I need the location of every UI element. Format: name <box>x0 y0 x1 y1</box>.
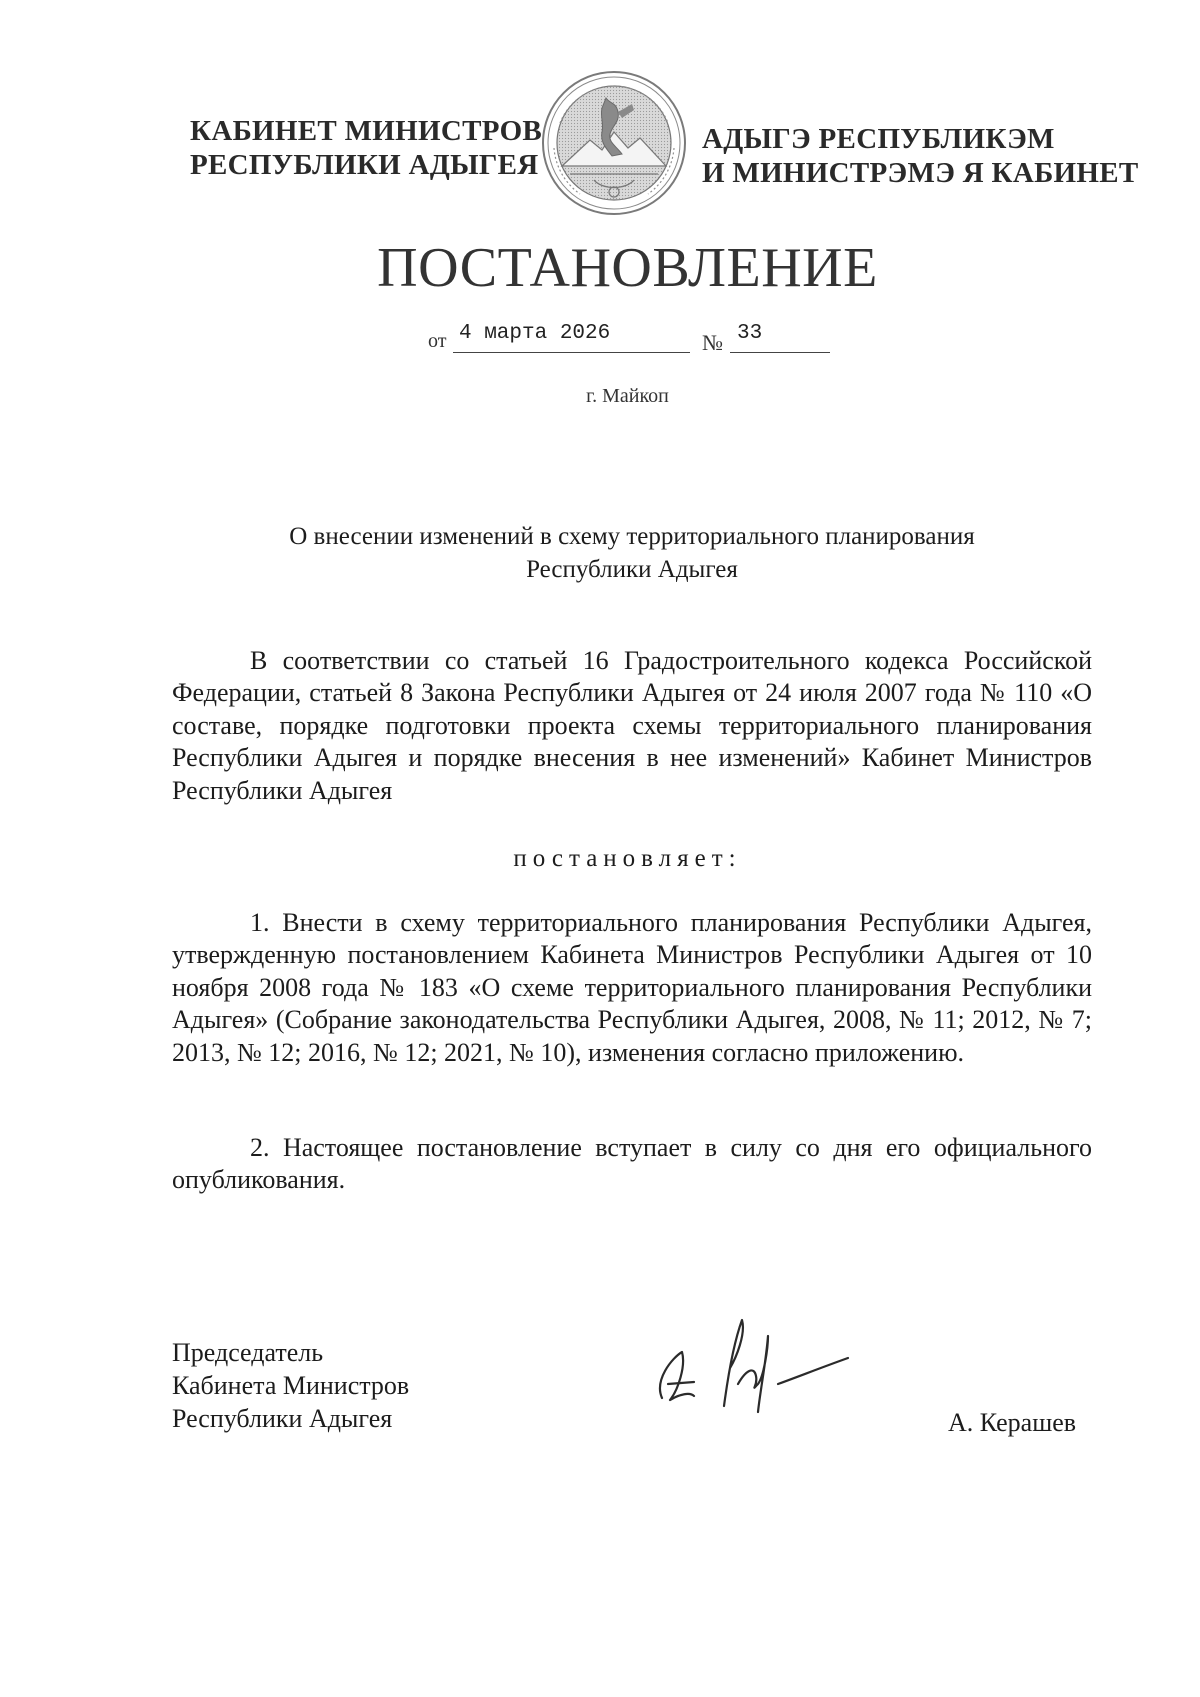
position-line: Кабинета Министров <box>172 1371 410 1400</box>
issuer-name-adyghe <box>702 122 1139 190</box>
date-label: от <box>428 330 447 352</box>
number-underline <box>730 352 830 353</box>
issuer-name-line: АДЫГЭ РЕСПУБЛИКЭМ <box>702 123 1055 155</box>
preamble-paragraph: В соответствии со статьей 16 Градостроительного кодекса Российской Федерации, статьей 8 Закона Республики Адыгея от 24 июля 2007 года № 110 «О составе, порядке подготовки проекта схемы территориального планирования Республики Адыгея и порядке внесения в нее изменений» Кабинет Министров Республики Адыгея <box>172 646 1092 805</box>
document-subject <box>170 520 1094 586</box>
document-type-title: ПОСТАНОВЛЕНИЕ <box>377 237 878 299</box>
document-city: г. Майкоп <box>586 385 669 407</box>
resolution-item-1: 1. Внести в схему территориального планирования Республики Адыгея, утвержденную постановлением Кабинета Министров Республики Адыгея от 10 ноября 2008 года № 183 «О схеме территориального планирования Республики Адыгея» (Собрание законодательства Республики Адыгея, 2008, № 11; 2012, № 7; 2013, № 12; 2016, № 12; 2021, № 10), изменения согласно приложению. <box>172 908 1092 1067</box>
document-number: 33 <box>737 322 763 345</box>
handwritten-signature <box>650 1306 860 1416</box>
decree-word: постановляет: <box>513 845 742 872</box>
subject-line: Республики Адыгея <box>526 556 738 583</box>
coat-of-arms-icon <box>540 68 688 218</box>
position-line: Республики Адыгея <box>172 1404 393 1433</box>
issuer-name-line: КАБИНЕТ МИНИСТРОВ <box>190 115 543 147</box>
issuer-name-line: РЕСПУБЛИКИ АДЫГЕЯ <box>190 149 539 181</box>
issuer-name-line: И МИНИСТРЭМЭ Я КАБИНЕТ <box>702 157 1139 189</box>
number-label: № <box>702 330 723 355</box>
issuer-name-russian <box>190 114 542 182</box>
signer-position <box>172 1336 409 1435</box>
resolution-item-2: 2. Настоящее постановление вступает в силу со дня его официального опубликования. <box>172 1133 1092 1195</box>
date-underline <box>453 352 690 353</box>
signer-name: А. Керашев <box>948 1408 1077 1437</box>
subject-line: О внесении изменений в схему территориального планирования <box>289 523 975 550</box>
position-line: Председатель <box>172 1338 324 1367</box>
document-date: 4 марта 2026 <box>459 322 611 345</box>
